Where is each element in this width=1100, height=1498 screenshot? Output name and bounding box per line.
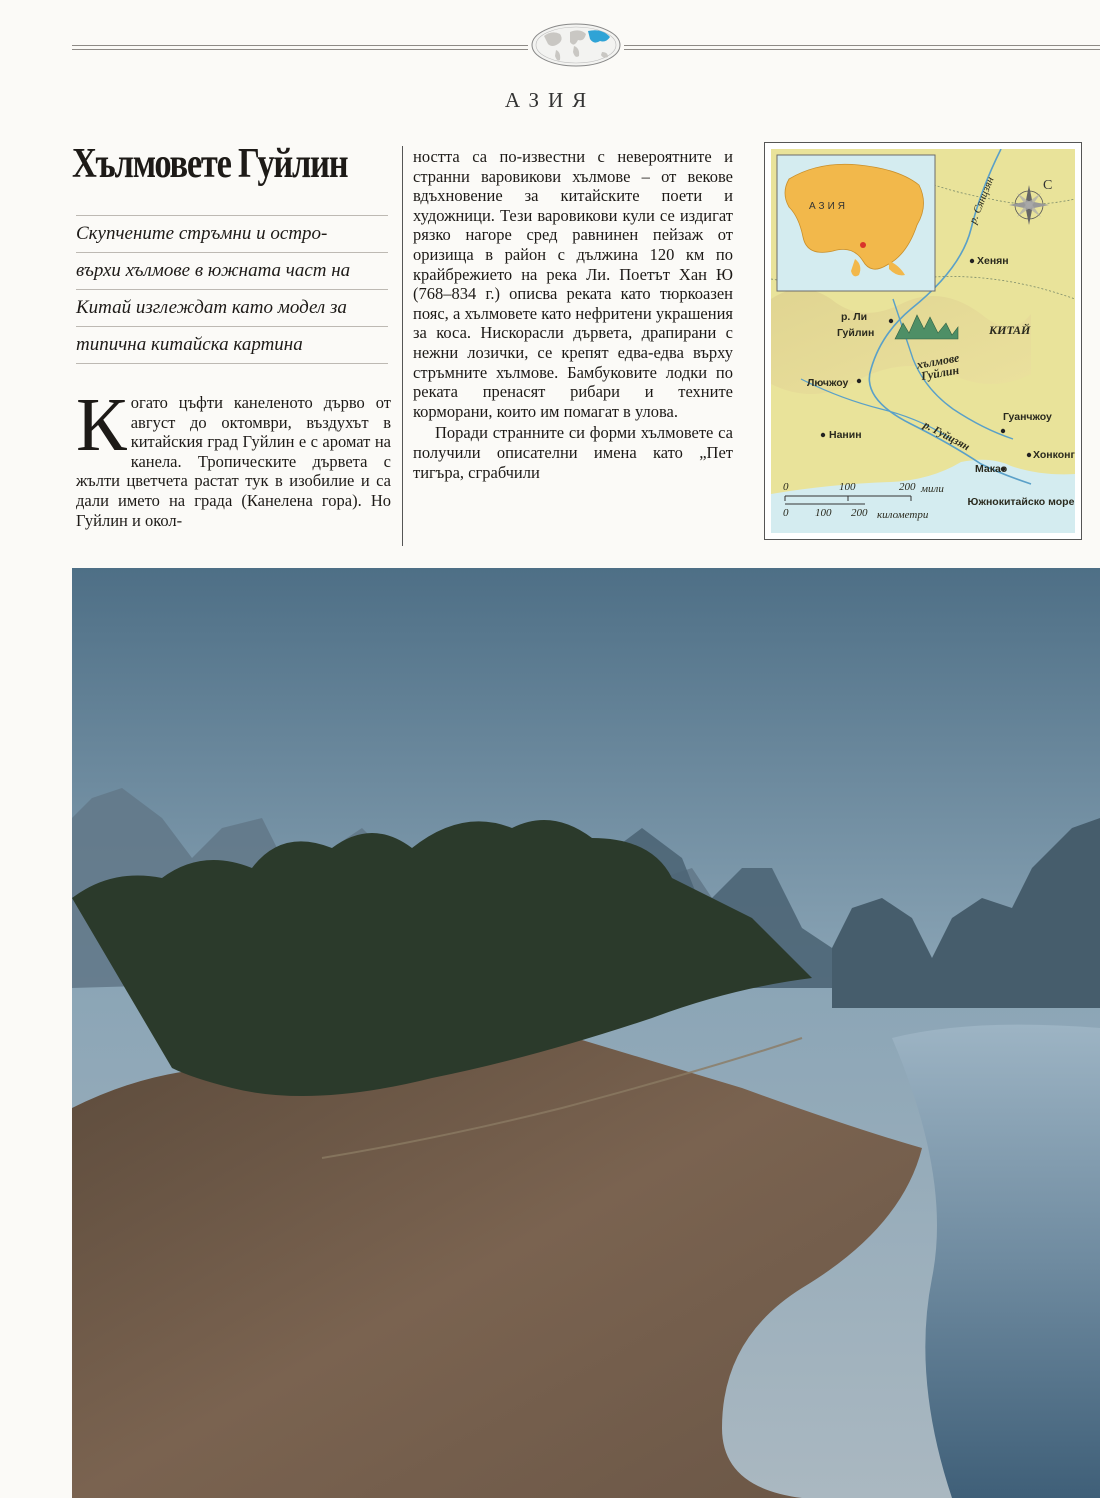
header-rule-left-2 — [72, 49, 528, 50]
body-paragraph: Поради странните си форми хълмовете са получили описателни имена като „Пет тигъра, сграбчили — [413, 423, 733, 482]
subtitle-line: Скупчените стръмни и остро- — [76, 216, 388, 253]
map-label-nanning: Нанин — [829, 429, 862, 441]
header-rule-left — [72, 45, 528, 46]
scale-km-unit: километри — [877, 509, 929, 521]
subtitle-line: типична китайска картина — [76, 327, 388, 364]
inset-label: АЗИЯ — [809, 201, 849, 212]
scale-km-0: 0 — [783, 507, 789, 519]
map-figure — [764, 142, 1082, 540]
body-paragraph: ността са по-известни с невероятните и странни варовикови хълмове – от векове вдъхновение за китайските поети и художници. Тези варовикови кули се издигат рязко нагоре сред равнинен пейзаж от оризища в район с дължина 120 км по крайбрежието на река Ли. Поетът Хан Ю (768–834 г.) описва реката като тюркоазен пояс, а хълмовете като нефритени украшения за коса. Нискорасли дървета, драпирани с нежни лозички, се крепят едва-едва върху стръмните хълмове. Бамбуковите лодки по реката пренасят рибари и техните корморани, които им помагат в улова. — [413, 147, 733, 421]
compass-north-label: С — [1043, 178, 1053, 193]
map-label-sea: Южнокитайско море — [967, 496, 1075, 508]
map-label-hongkong: Хонконг — [1033, 449, 1075, 461]
drop-cap: К — [76, 383, 127, 467]
subtitle-line: Китай изглеждат като модел за — [76, 290, 388, 327]
scale-km-200: 200 — [851, 507, 868, 519]
body-column-1 — [76, 383, 391, 530]
map-label-guilin: Гуйлин — [837, 327, 875, 339]
globe-icon — [530, 22, 622, 68]
map-label-henyan: Хенян — [977, 255, 1009, 267]
landscape-photo — [72, 568, 1100, 1498]
scale-miles-0: 0 — [783, 481, 789, 493]
subtitle-line: върхи хълмове в южната част на — [76, 253, 388, 290]
map-label-china: КИТАЙ — [989, 323, 1031, 337]
scale-miles-100: 100 — [839, 481, 856, 493]
body-text: огато цъфти канеленото дърво от август до октомври, въздухът в китайския град Гуйлин е с аромат на канела. Тропическите дървета с жълти цветчета растат тук в изобилие и са дали името на града (Канелена гора). Но Гуйлин и окол- — [76, 393, 391, 530]
section-title: АЗИЯ — [504, 88, 596, 112]
scale-km-100: 100 — [815, 507, 832, 519]
inset-location-marker — [860, 242, 866, 248]
scale-miles-200: 200 — [899, 481, 916, 493]
map-label-guangzhou: Гуанчжоу — [1003, 411, 1052, 423]
header-rule-right — [624, 45, 1100, 46]
column-divider — [402, 146, 403, 546]
article-subtitle — [76, 215, 388, 364]
map-label-liuzhou: Лючжоу — [807, 377, 849, 389]
article-title: Хълмовете Гуйлин — [72, 141, 348, 187]
header-rule-right-2 — [624, 49, 1100, 50]
map-label-macao: Макао — [975, 463, 1008, 475]
map-label-river-xijiang: р. Сянцзян — [967, 175, 997, 226]
map-label-hills: хълмове Гуйлин — [915, 350, 961, 384]
map-graphic — [771, 149, 1075, 533]
scale-miles-unit: мили — [921, 483, 944, 495]
map-label-river-guijiang: р. Гуйцзян — [921, 419, 972, 454]
body-column-2 — [413, 147, 733, 482]
map-label-river-li: р. Ли — [841, 311, 868, 323]
